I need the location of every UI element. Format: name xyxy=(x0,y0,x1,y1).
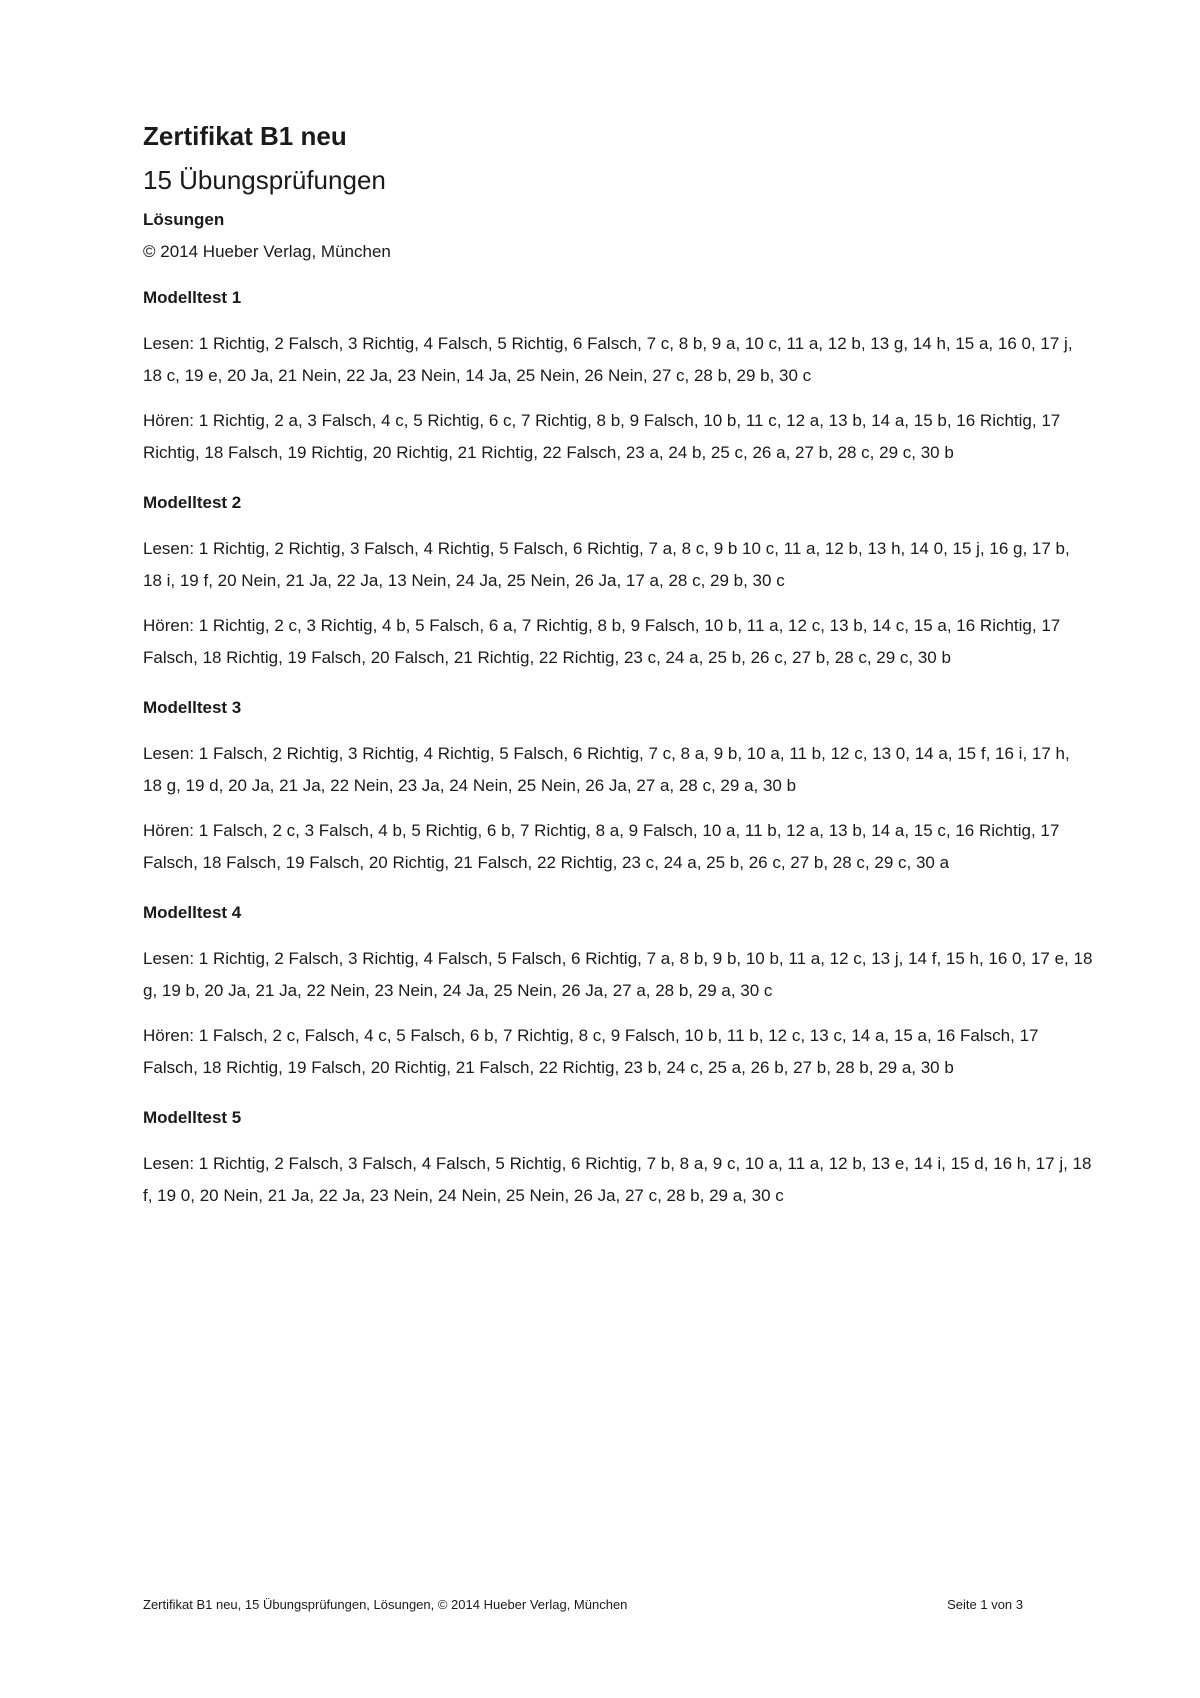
lesen-answers: Lesen: 1 Richtig, 2 Richtig, 3 Falsch, 4 Richtig, 5 Falsch, 6 Richtig, 7 a, 8 c, 9 b 10 c, 11 a, 12 b, 13 h, 14 0, 15 j, 16 g, 17 b, 18 i, 19 f, 20 Nein, 21 Ja, 22 Ja, 13 Nein, 24 Ja, 25 Nein, 26 Ja, 17 a, 28 c, 29 b, 30 c xyxy=(143,539,1070,590)
lesen-answers: Lesen: 1 Richtig, 2 Falsch, 3 Falsch, 4 Falsch, 5 Richtig, 6 Richtig, 7 b, 8 a, 9 c, 10 a, 11 a, 12 b, 13 e, 14 i, 15 d, 16 h, 17 j, 18 f, 19 0, 20 Nein, 21 Ja, 22 Ja, 23 Nein, 24 Nein, 25 Nein, 26 Ja, 27 c, 28 b, 29 a, 30 c xyxy=(143,1154,1092,1205)
lesen-answers: Lesen: 1 Richtig, 2 Falsch, 3 Richtig, 4 Falsch, 5 Richtig, 6 Falsch, 7 c, 8 b, 9 a, 10 c, 11 a, 12 b, 13 g, 14 h, 15 a, 16 0, 17 j, 18 c, 19 e, 20 Ja, 21 Nein, 22 Ja, 23 Nein, 14 Ja, 25 Nein, 26 Nein, 27 c, 28 b, 29 b, 30 c xyxy=(143,334,1073,385)
copyright-line: © 2014 Hueber Verlag, München xyxy=(143,242,391,261)
section-heading: Modelltest 5 xyxy=(143,1108,242,1127)
lesen-answers: Lesen: 1 Richtig, 2 Falsch, 3 Richtig, 4 Falsch, 5 Falsch, 6 Richtig, 7 a, 8 b, 9 b, 10 b, 11 a, 12 c, 13 j, 14 f, 15 h, 16 0, 17 e, 18 g, 19 b, 20 Ja, 21 Ja, 22 Nein, 23 Nein, 24 Ja, 25 Nein, 26 Ja, 27 a, 28 b, 29 a, 30 c xyxy=(143,949,1093,1000)
page-number: Seite 1 von 3 xyxy=(947,1597,1023,1612)
section-heading: Modelltest 4 xyxy=(143,903,242,922)
lesen-answers: Lesen: 1 Falsch, 2 Richtig, 3 Richtig, 4 Richtig, 5 Falsch, 6 Richtig, 7 c, 8 a, 9 b, 10 a, 11 b, 12 c, 13 0, 14 a, 15 f, 16 i, 17 h, 18 g, 19 d, 20 Ja, 21 Ja, 22 Nein, 23 Ja, 24 Nein, 25 Nein, 26 Ja, 27 a, 28 c, 29 a, 30 b xyxy=(143,744,1070,795)
section-heading: Modelltest 1 xyxy=(143,288,242,307)
section-modelltest-5 xyxy=(143,1106,1093,1212)
hoeren-answers: Hören: 1 Falsch, 2 c, Falsch, 4 c, 5 Falsch, 6 b, 7 Richtig, 8 c, 9 Falsch, 10 b, 11 b, 12 c, 13 c, 14 a, 15 a, 16 Falsch, 17 Falsch, 18 Richtig, 19 Falsch, 20 Richtig, 21 Falsch, 22 Richtig, 23 b, 24 c, 25 a, 26 b, 27 b, 28 b, 29 a, 30 b xyxy=(143,1026,1039,1077)
section-modelltest-4 xyxy=(143,901,1093,1084)
document-title: Zertifikat B1 neu xyxy=(143,121,347,151)
hoeren-answers: Hören: 1 Richtig, 2 a, 3 Falsch, 4 c, 5 Richtig, 6 c, 7 Richtig, 8 b, 9 Falsch, 10 b, 11 c, 12 a, 13 b, 14 a, 15 b, 16 Richtig, 17 Richtig, 18 Falsch, 19 Richtig, 20 Richtig, 21 Richtig, 22 Falsch, 23 a, 24 b, 25 c, 26 a, 27 b, 28 c, 29 c, 30 b xyxy=(143,411,1061,462)
footer-text: Zertifikat B1 neu, 15 Übungsprüfungen, Lösungen, © 2014 Hueber Verlag, München xyxy=(143,1597,628,1612)
document-label: Lösungen xyxy=(143,210,225,229)
section-modelltest-3 xyxy=(143,696,1093,879)
document-subtitle: 15 Übungsprüfungen xyxy=(143,165,386,195)
section-modelltest-2 xyxy=(143,491,1093,674)
section-modelltest-1 xyxy=(143,286,1093,469)
section-heading: Modelltest 3 xyxy=(143,698,242,717)
section-heading: Modelltest 2 xyxy=(143,493,242,512)
page-content xyxy=(143,118,1093,1212)
hoeren-answers: Hören: 1 Falsch, 2 c, 3 Falsch, 4 b, 5 Richtig, 6 b, 7 Richtig, 8 a, 9 Falsch, 10 a, 11 b, 12 a, 13 b, 14 a, 15 c, 16 Richtig, 17 Falsch, 18 Falsch, 19 Falsch, 20 Richtig, 21 Falsch, 22 Richtig, 23 c, 24 a, 25 b, 26 c, 27 b, 28 c, 29 c, 30 a xyxy=(143,821,1060,872)
hoeren-answers: Hören: 1 Richtig, 2 c, 3 Richtig, 4 b, 5 Falsch, 6 a, 7 Richtig, 8 b, 9 Falsch, 10 b, 11 a, 12 c, 13 b, 14 c, 15 a, 16 Richtig, 17 Falsch, 18 Richtig, 19 Falsch, 20 Falsch, 21 Richtig, 22 Richtig, 23 c, 24 a, 25 b, 26 c, 27 b, 28 c, 29 c, 30 b xyxy=(143,616,1061,667)
